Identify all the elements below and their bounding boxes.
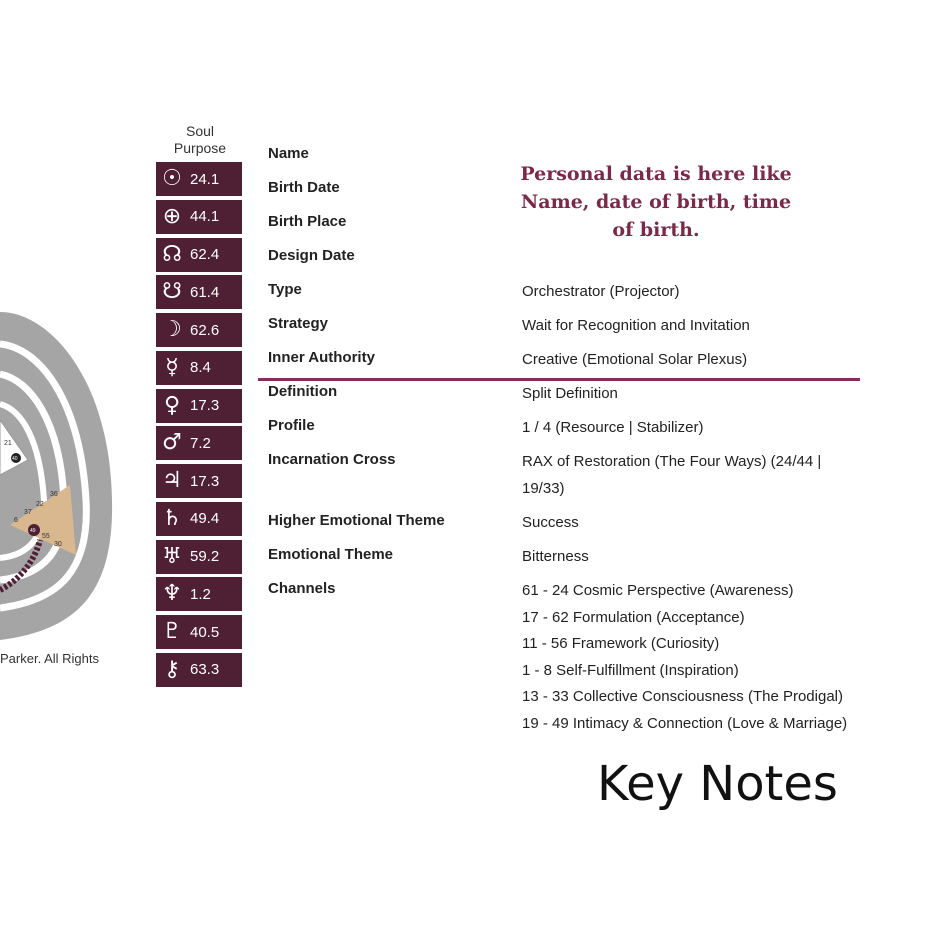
bodygraph-chart [0,300,140,660]
channel-item: 61 - 24 Cosmic Perspective (Awareness) [522,582,794,599]
neptune-icon: ♆ [162,581,182,607]
field-label: Strategy [268,315,329,332]
planet-gate-value: 49.4 [190,510,220,528]
planet-gate-value: 8.4 [190,359,211,377]
planet-list [156,162,242,691]
field-value: Wait for Recognition and Invitation [522,317,750,334]
field-label: Emotional Theme [268,546,394,563]
channel-item: 13 - 33 Collective Consciousness (The Prodigal) [522,688,843,706]
mars-icon: ♂ [162,430,182,456]
planet-gate-value: 61.4 [190,283,220,301]
planet-row [156,653,242,687]
gate-37: 37 [24,509,32,516]
field-label: Birth Date [268,179,340,196]
north-node-icon: ☊ [162,241,182,267]
field-value-continued: 19/33) [522,480,565,497]
planet-gate-value: 17.3 [190,397,220,414]
field-value: Bitterness [522,548,589,565]
field-label: Higher Emotional Theme [268,512,445,529]
planet-gate-value: 40.5 [190,623,220,641]
svg-text:49: 49 [30,528,36,534]
field-label: Definition [268,383,338,400]
field-label: Incarnation Cross [268,451,396,468]
planet-row [156,426,242,460]
svg-text:40: 40 [12,456,18,462]
moon-icon: ☽ [162,317,182,342]
channel-item: 19 - 49 Intimacy & Connection (Love & Marriage) [522,715,848,732]
uranus-icon: ♅ [162,543,182,569]
field-value: Success [522,514,579,531]
personal-data-note: Personal data is here like Name, date of birth, time of birth. [520,163,792,241]
field-value: Creative (Emotional Solar Plexus) [522,351,748,368]
gate-22: 22 [36,501,44,508]
field-value: RAX of Restoration (The Four Ways) (24/44 | [522,453,822,470]
planet-gate-value: 63.3 [190,661,220,679]
planet-gate-value: 44.1 [190,208,220,226]
planet-row [156,502,242,536]
planet-gate-value: 62.4 [190,246,220,263]
gate-6: 6 [14,517,18,524]
planet-gate-value: 7.2 [190,434,211,452]
planet-row [156,577,242,611]
planet-gate-value: 1.2 [190,585,211,603]
planet-row [156,351,242,385]
gate-55: 55 [42,533,50,540]
field-label: Name [268,145,309,162]
planet-row [156,162,242,196]
field-label: Inner Authority [268,349,375,366]
planet-gate-value: 59.2 [190,548,220,565]
planet-row [156,238,242,272]
field-value: Split Definition [522,385,618,402]
planet-row [156,389,242,423]
planet-gate-value: 24.1 [190,170,220,188]
south-node-icon: ☋ [162,279,182,305]
planet-row [156,464,242,498]
gate-36: 36 [50,491,58,498]
field-value: Orchestrator (Projector) [522,283,680,300]
planet-row [156,275,242,309]
planet-row [156,200,242,234]
field-value: 1 / 4 (Resource | Stabilizer) [522,419,704,436]
field-label: Birth Place [268,213,347,230]
channel-item: 1 - 8 Self-Fulfillment (Inspiration) [522,661,739,679]
gate-21: 21 [4,440,12,447]
channel-item: 17 - 62 Formulation (Acceptance) [522,608,745,626]
mercury-icon: ☿ [165,354,179,380]
field-label: Design Date [268,247,355,264]
field-label: Profile [268,417,315,434]
jupiter-icon: ♃ [162,468,182,493]
section-divider [258,378,860,381]
key-notes-title: Key Notes [597,756,838,812]
soul-purpose-header: Soul Purpose [173,123,227,156]
planet-gate-value: 62.6 [190,321,220,339]
channel-item: 11 - 56 Framework (Curiosity) [522,635,720,653]
sun-icon: ☉ [162,166,182,191]
planet-row [156,615,242,649]
pluto-icon: ♇ [162,619,182,644]
field-label: Type [268,281,302,298]
saturn-icon: ♄ [162,505,182,531]
planet-row [156,540,242,574]
chiron-icon: ⚷ [163,656,181,682]
copyright-text: Parker. All Rights [0,651,99,666]
gate-30: 30 [54,541,62,548]
field-label: Channels [268,580,336,597]
planet-row [156,313,242,347]
planet-gate-value: 17.3 [190,472,220,490]
earth-icon: ⊕ [162,203,182,229]
venus-icon: ♀ [163,392,181,418]
